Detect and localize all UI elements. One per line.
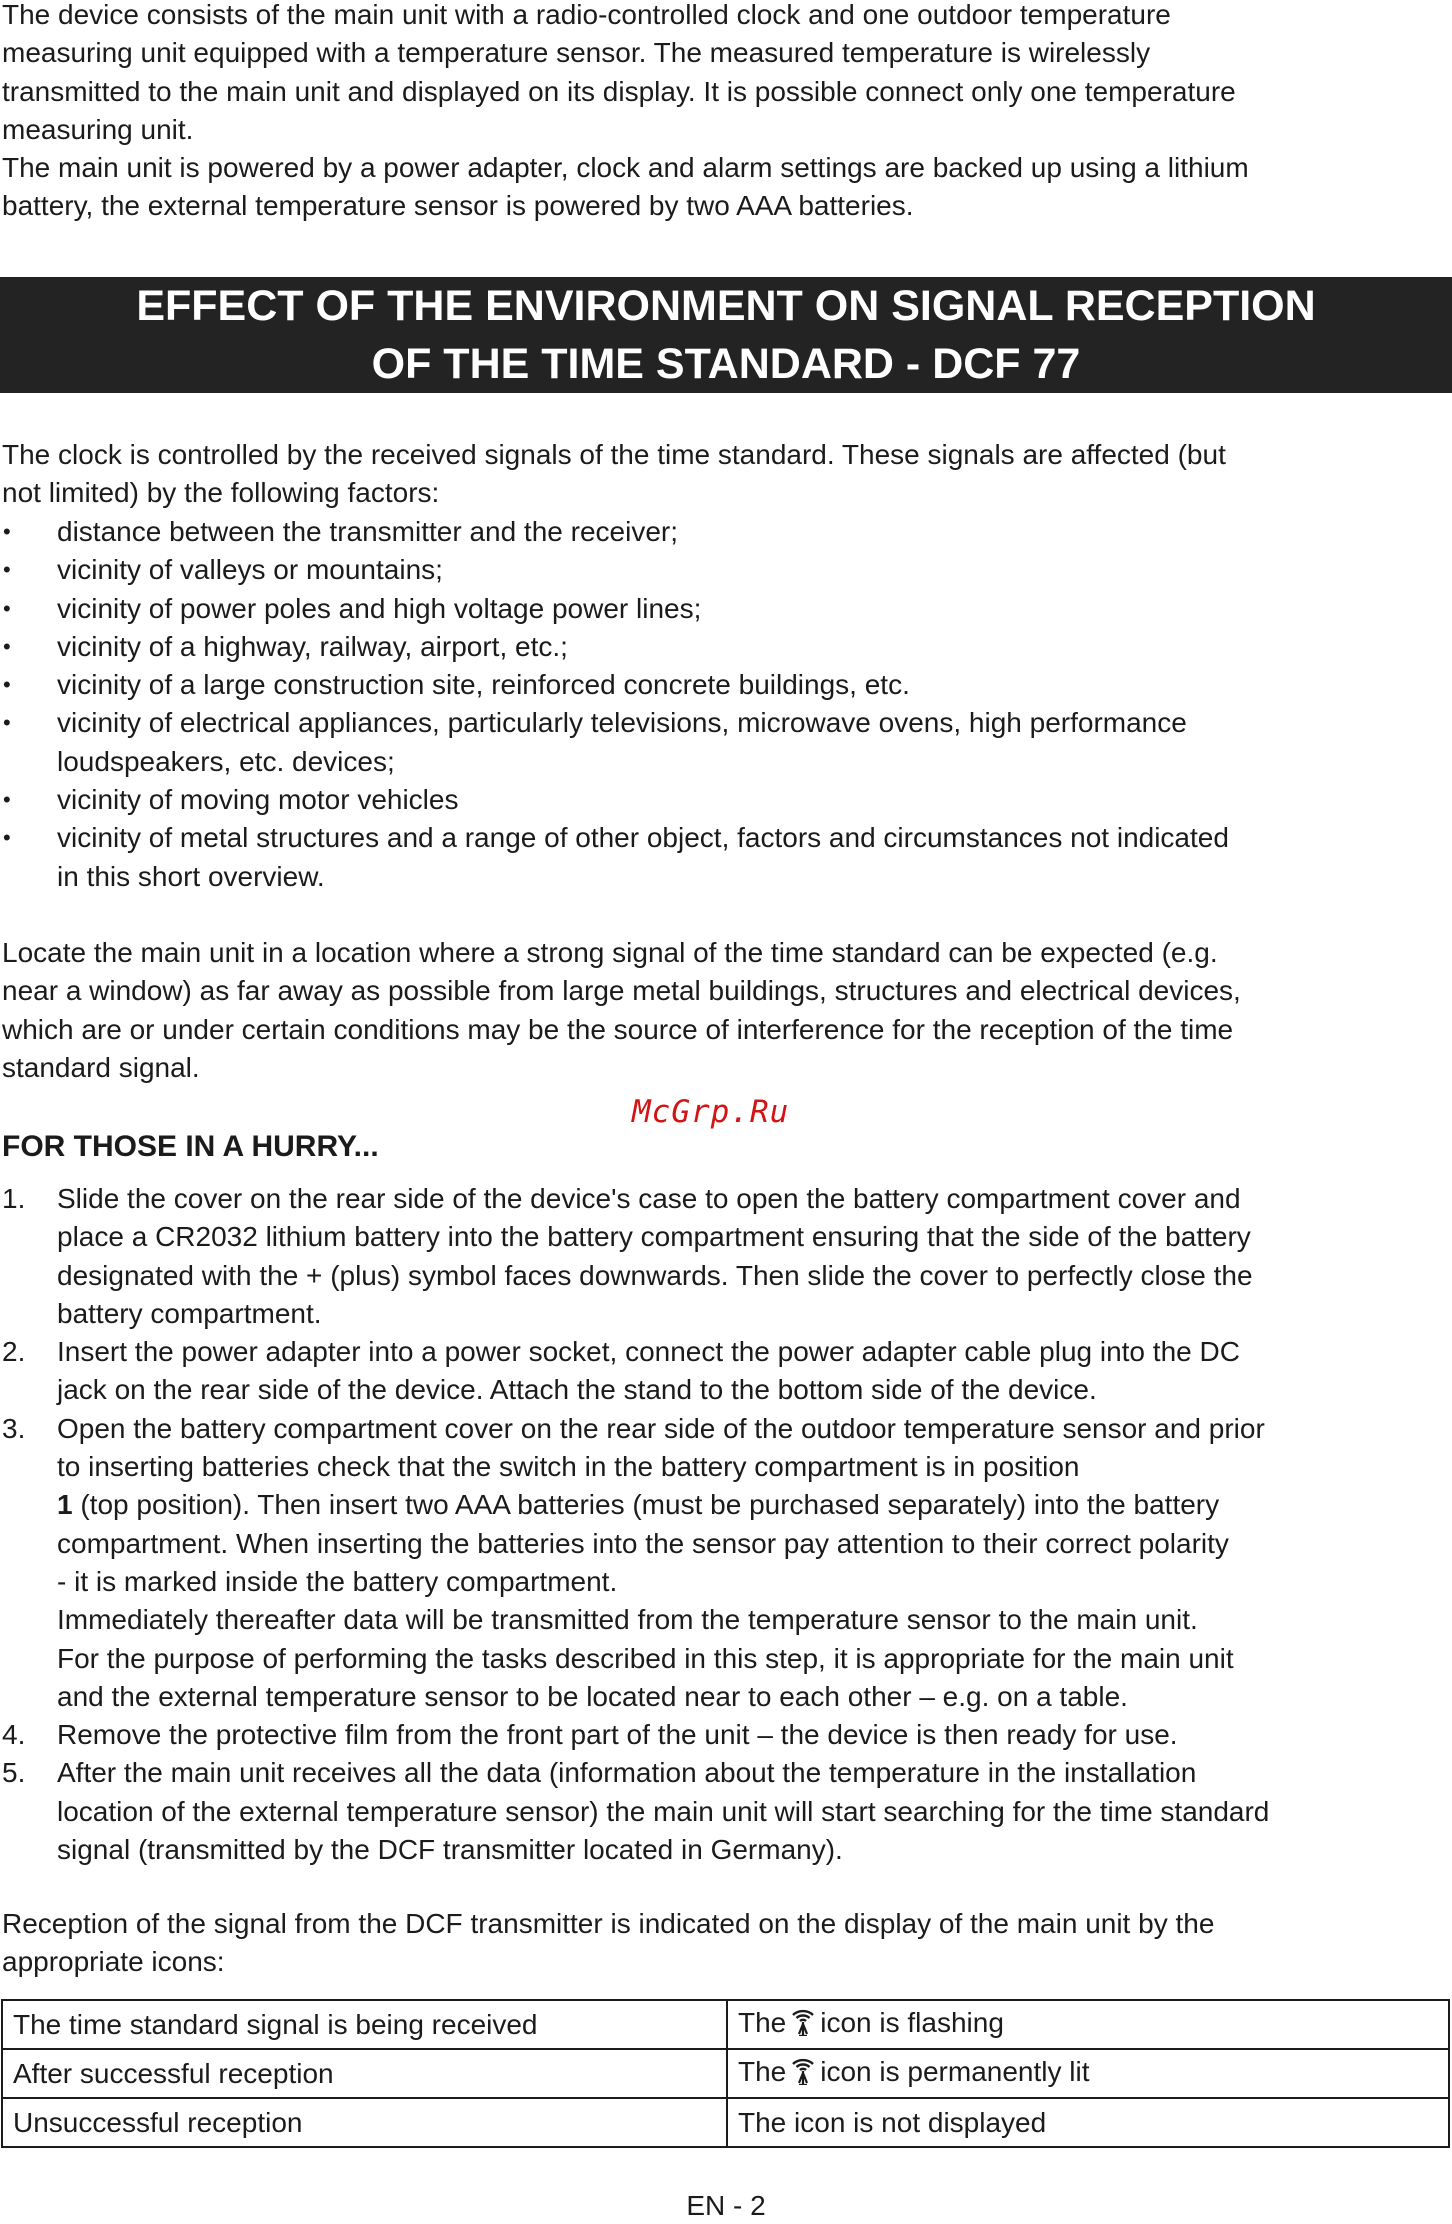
list-item: 5. After the main unit receives all the data (information about the temperature in the installation location of the external temperature sensor) the main unit will start searching for the time standard signal (transmitted by the DCF transmitter located in Germany). <box>0 1754 1452 1869</box>
reception-condition: The time standard signal is being received <box>2 2000 727 2049</box>
list-item: • vicinity of moving motor vehicles <box>0 781 1452 819</box>
bullet-marker: • <box>3 787 11 813</box>
factors-list <box>0 513 1452 896</box>
switch-position-value: 1 <box>57 1489 73 1521</box>
reception-status: The icon is flashing <box>727 2000 1449 2049</box>
bullet-marker: • <box>3 672 11 698</box>
bullet-marker: • <box>3 633 11 659</box>
step-number: 3. <box>2 1412 26 1444</box>
antenna-signal-icon <box>790 2055 816 2092</box>
list-item: • vicinity of a highway, railway, airport, etc.; <box>0 628 1452 666</box>
section-title-line-2: OF THE TIME STANDARD - DCF 77 <box>371 340 1081 388</box>
reception-status: The icon is permanently lit <box>727 2049 1449 2098</box>
step-number: 5. <box>2 1757 26 1789</box>
list-item: • vicinity of electrical appliances, particularly televisions, microwave ovens, high performance loudspeakers, etc. devices; <box>0 704 1452 781</box>
bullet-marker: • <box>3 519 11 544</box>
table-row <box>2 2049 1449 2098</box>
hurry-heading: FOR THOSE IN A HURRY... <box>2 1130 379 1163</box>
list-item: 4. Remove the protective film from the front part of the unit – the device is then ready for use. <box>0 1716 1452 1754</box>
section-title-line-1: EFFECT OF THE ENVIRONMENT ON SIGNAL RECEPTION <box>136 282 1316 330</box>
list-item: • vicinity of power poles and high voltage power lines; <box>0 590 1452 628</box>
intro-paragraph-1: The device consists of the main unit with a radio-controlled clock and one outdoor temperature measuring unit equipped with a temperature sensor. The measured temperature is wirelessly transmitted to the main unit and displayed on its display. It is possible connect only one temperature measuring unit. <box>2 0 1236 145</box>
step-number: 1. <box>2 1183 26 1214</box>
list-item: • vicinity of a large construction site, reinforced concrete buildings, etc. <box>0 666 1452 704</box>
reception-condition: After successful reception <box>2 2049 727 2098</box>
bullet-marker: • <box>3 825 11 851</box>
intro-paragraph-2: The main unit is powered by a power adapter, clock and alarm settings are backed up using a lithium battery, the external temperature sensor is powered by two AAA batteries. <box>2 152 1249 222</box>
factors-intro: The clock is controlled by the received signals of the time standard. These signals are affected (but not limited) by the following factors: <box>2 439 1226 509</box>
section-banner <box>0 277 1452 393</box>
list-item: 2. Insert the power adapter into a power socket, connect the power adapter cable plug into the DC jack on the rear side of the device. Attach the stand to the bottom side of the device. <box>0 1333 1452 1410</box>
page-number: EN - 2 <box>686 2190 766 2221</box>
list-item: • vicinity of metal structures and a range of other object, factors and circumstances not indicated in this short overview. <box>0 819 1452 896</box>
reception-table <box>1 1999 1450 2148</box>
table-row <box>2 2098 1449 2147</box>
bullet-marker: • <box>3 710 11 736</box>
list-item: • distance between the transmitter and the receiver; <box>0 513 1452 551</box>
bullet-marker: • <box>3 557 11 583</box>
hurry-steps <box>0 1180 1452 1869</box>
step-number: 2. <box>2 1336 26 1368</box>
step-number: 4. <box>2 1719 26 1751</box>
list-item: 3. Open the battery compartment cover on the rear side of the outdoor temperature sensor and prior to inserting batteries check that the switch in the battery compartment is in position 1 (top position). Then insert two AAA batteries (must be purchased separately) into the battery compartment. When inserting the batteries into the sensor pay attention to their correct polarity - it is marked inside the battery compartment. Immediately thereafter data will be transmitted from the temperature sensor to the main unit. For the purpose of performing the tasks described in this step, it is appropriate for the main unit and the external temperature sensor to be located near to each other – e.g. on a table. <box>0 1410 1452 1716</box>
table-row <box>2 2000 1449 2049</box>
bullet-marker: • <box>3 595 11 621</box>
reception-intro: Reception of the signal from the DCF transmitter is indicated on the display of the main unit by the appropriate icons: <box>2 1908 1215 1978</box>
watermark-text: McGrp.Ru <box>632 1094 790 1130</box>
reception-status: The icon is not displayed <box>727 2098 1449 2147</box>
list-item: • vicinity of valleys or mountains; <box>0 551 1452 589</box>
antenna-signal-icon <box>790 2006 816 2043</box>
reception-condition: Unsuccessful reception <box>2 2098 727 2147</box>
list-item: 1. Slide the cover on the rear side of the device's case to open the battery compartment cover and place a CR2032 lithium battery into the battery compartment ensuring that the side of the battery designated with the + (plus) symbol faces downwards. Then slide the cover to perfectly close the battery compartment. <box>0 1180 1452 1333</box>
locate-paragraph: Locate the main unit in a location where a strong signal of the time standard can be expected (e.g. near a window) as far away as possible from large metal buildings, structures and electrical devices, which are or under certain conditions may be the source of interference for the reception of the time standard signal. <box>2 937 1241 1083</box>
